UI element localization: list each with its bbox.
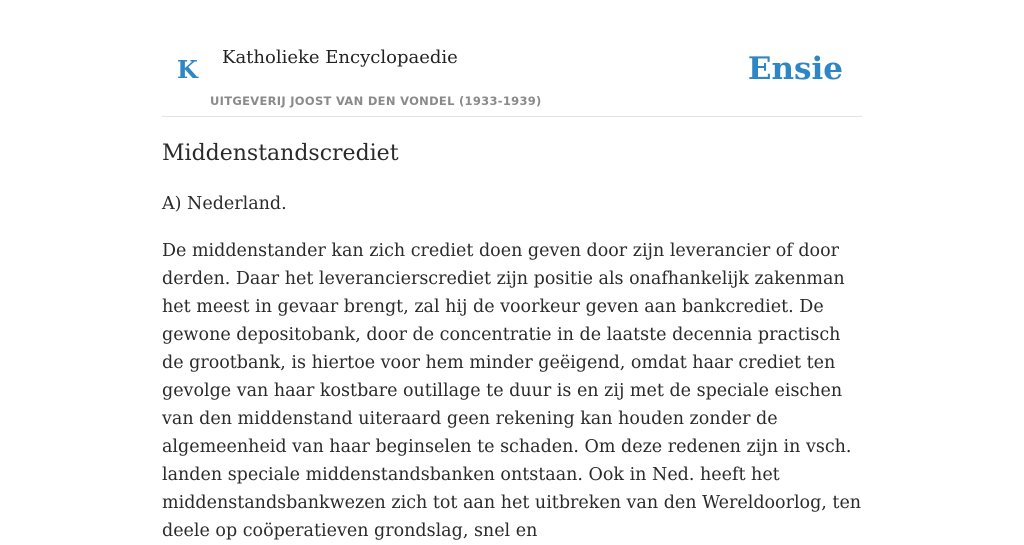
encyclopedia-title[interactable]: Katholieke Encyclopaedie <box>222 47 458 68</box>
article-paragraph: De middenstander kan zich crediet doen geven door zijn leverancier of door derden. Daar het leverancierscrediet zijn positie als onafhankelijk zakenman het meest in gevaar brengt, zal hij de voorkeur geven aan bankcrediet. De gewone depositobank, door de concentratie in de laatste decennia practisch de grootbank, is hiertoe voor hem minder geëigend, omdat haar crediet ten gevolge van haar kostbare outillage te duur is en zij met de speciale eischen van den middenstand uiteraard geen rekening kan houden zonder de algemeenheid van haar beginselen te schaden. Om deze redenen zijn in vsch. landen speciale middenstandsbanken ontstaan. Ook in Ned. heeft het middenstandsbankwezen zich tot aan het uitbreken van den Wereldoorlog, ten deele op coöperatieven grondslag, snel en <box>162 241 862 541</box>
article <box>162 136 862 545</box>
site-header <box>162 0 862 117</box>
logo-icon[interactable]: K <box>177 55 198 84</box>
ensie-logo[interactable]: Ensie <box>747 51 843 87</box>
article-subheading: A) Nederland. <box>162 194 287 214</box>
publisher-subtitle: UITGEVERIJ JOOST VAN DEN VONDEL (1933-1939) <box>210 94 542 108</box>
article-title: Middenstandscrediet <box>162 141 399 166</box>
